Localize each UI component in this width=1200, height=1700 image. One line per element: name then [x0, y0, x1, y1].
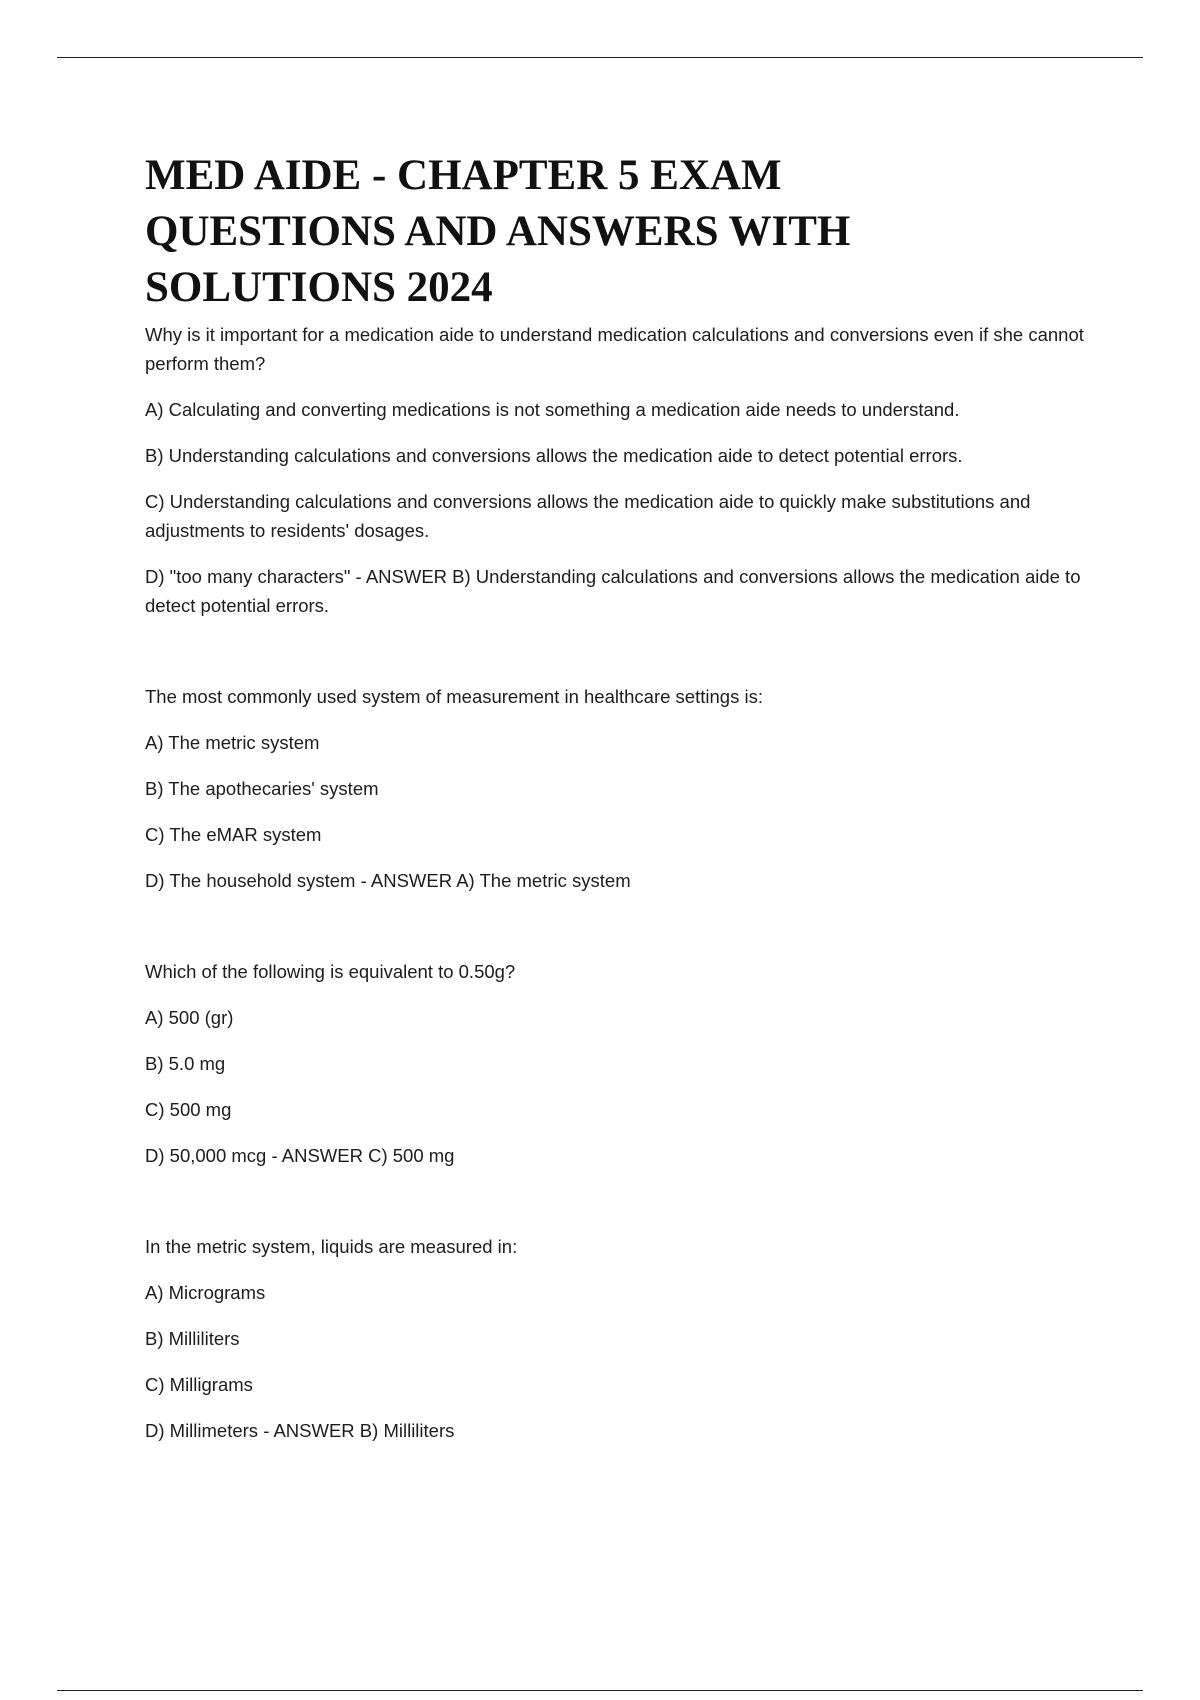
question-text: Why is it important for a medication aide to understand medication calculations and conversions even if she cannot perform them?: [145, 324, 1084, 374]
option-d-answer: D) "too many characters" - ANSWER B) Understanding calculations and conversions allows the medication aide to detect potential errors.: [145, 566, 1081, 616]
question-text: The most commonly used system of measurement in healthcare settings is:: [145, 686, 763, 707]
question-text: In the metric system, liquids are measured in:: [145, 1236, 518, 1257]
option-b: B) 5.0 mg: [145, 1053, 226, 1074]
option-c: C) Understanding calculations and conversions allows the medication aide to quickly make substitutions and adjustments to residents' dosages.: [145, 491, 1031, 541]
option-c: C) The eMAR system: [145, 824, 322, 845]
title-line: SOLUTIONS 2024: [145, 264, 493, 311]
option-b: B) Understanding calculations and conversions allows the medication aide to detect potential errors.: [145, 445, 963, 466]
option-d-answer: D) 50,000 mcg - ANSWER C) 500 mg: [145, 1145, 455, 1166]
title-line: QUESTIONS AND ANSWERS WITH: [145, 208, 851, 255]
question-block-4: [145, 1232, 1085, 1445]
option-a: A) Micrograms: [145, 1282, 266, 1303]
document-body: [145, 148, 1085, 1507]
option-a: A) Calculating and converting medications is not something a medication aide needs to understand.: [145, 399, 960, 420]
option-b: B) Milliliters: [145, 1328, 240, 1349]
option-c: C) Milligrams: [145, 1374, 253, 1395]
option-a: A) 500 (gr): [145, 1007, 234, 1028]
option-a: A) The metric system: [145, 732, 320, 753]
title-line: MED AIDE - CHAPTER 5 EXAM: [145, 152, 782, 199]
document-title: [145, 148, 1085, 316]
question-text: Which of the following is equivalent to 0.50g?: [145, 961, 516, 982]
question-block-1: [145, 320, 1085, 620]
question-block-2: [145, 682, 1085, 895]
option-d-answer: D) The household system - ANSWER A) The metric system: [145, 870, 631, 891]
option-c: C) 500 mg: [145, 1099, 232, 1120]
option-b: B) The apothecaries' system: [145, 778, 379, 799]
option-d-answer: D) Millimeters - ANSWER B) Milliliters: [145, 1420, 455, 1441]
question-block-3: [145, 957, 1085, 1170]
header-rule: [57, 57, 1143, 58]
footer-rule: [57, 1690, 1143, 1691]
